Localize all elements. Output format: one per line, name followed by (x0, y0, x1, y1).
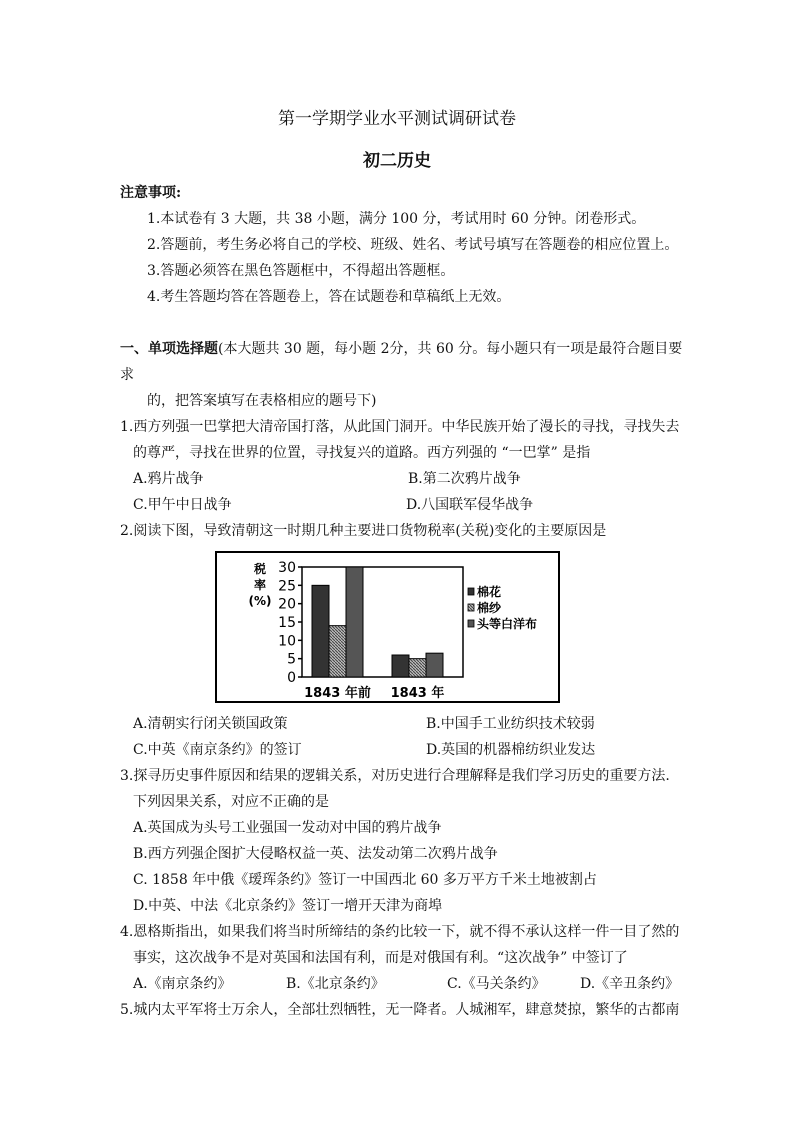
notice-item: 4.考生答题均答在答题卷上，答在试题卷和草稿纸上无效。 (147, 289, 511, 305)
question-1-option-b[interactable]: B.第二次鸦片战争 (408, 471, 521, 487)
y-tick-label: 5 (287, 651, 296, 668)
bar-3 (426, 653, 443, 677)
question-3-option-a[interactable]: A.英国成为头号工业强国一发动对中国的鸦片战争 (133, 820, 442, 836)
y-tick-label: 10 (278, 633, 296, 650)
section-desc-cont: 的，把答案填写在表格相应的题号下) (147, 393, 377, 409)
question-3-option-c[interactable]: C. 1858 年中俄《瑷珲条约》签订一中国西北 60 多万平方千米土地被割占 (133, 872, 597, 888)
question-1-stem: 的尊严，寻找在世界的位置，寻找复兴的道路。西方列强的 “一巴掌” 是指 (133, 445, 591, 461)
bar-1 (312, 585, 329, 677)
tariff-chart-svg (215, 551, 560, 703)
bar-3 (346, 567, 363, 677)
section-desc-cont: 求 (120, 367, 134, 383)
question-1-option-c[interactable]: C.甲午中日战争 (133, 497, 232, 513)
notice-item: 3.答题必须答在黑色答题框中，不得超出答题框。 (147, 263, 455, 279)
y-tick-label: 20 (278, 596, 296, 613)
legend-swatch (468, 588, 474, 595)
question-4-stem: 4.恩格斯指出，如果我们将当时所缔结的条约比较一下，就不得不承认这样一件一目了然的 (120, 924, 680, 940)
question-1-option-a[interactable]: A.鸦片战争 (133, 471, 204, 487)
x-tick-label: 1843 年 (390, 686, 445, 701)
y-tick-label: 25 (278, 578, 296, 595)
y-axis-label: (%) (248, 594, 272, 608)
bar-2 (409, 659, 426, 677)
legend-label: 头等白洋布 (477, 617, 538, 631)
page-title: 第一学期学业水平测试调研试卷 (278, 109, 516, 129)
question-4-option-d[interactable]: D.《辛丑条约》 (580, 976, 680, 992)
notice-heading: 注意事项: (120, 185, 182, 201)
section-label: 一、单项选择题 (120, 341, 218, 357)
question-3-option-b[interactable]: B.西方列强企图扩大侵略权益一英、法发动第二次鸦片战争 (133, 846, 498, 862)
legend-label: 棉花 (477, 585, 502, 599)
question-2-option-a[interactable]: A.清朝实行闭关锁国政策 (133, 716, 288, 732)
question-4-option-a[interactable]: A.《南京条约》 (133, 976, 232, 992)
section-heading (120, 340, 682, 358)
legend-swatch (468, 620, 474, 627)
question-4-option-c[interactable]: C.《马关条约》 (447, 976, 546, 992)
question-2-option-d[interactable]: D.英国的机器棉纺织业发达 (426, 742, 596, 758)
question-2-option-b[interactable]: B.中国手工业纺织技术较弱 (426, 716, 595, 732)
question-2-stem: 2.阅读下图，导致清朝这一时期几种主要进口货物税率(关税)变化的主要原因是 (120, 523, 607, 539)
y-tick-label: 15 (278, 615, 296, 631)
question-1-stem: 1.西方列强一巴掌把大清帝国打落，从此国门洞开。中华民族开始了漫长的寻找，寻找失去 (120, 419, 680, 435)
y-axis-label: 税 (253, 562, 267, 576)
question-1-option-d[interactable]: D.八国联军侵华战争 (406, 497, 534, 513)
legend-label: 棉纱 (477, 601, 502, 615)
y-tick-label: 0 (287, 670, 296, 686)
question-3-option-d[interactable]: D.中英、中法《北京条约》签订一增开天津为商埠 (133, 898, 443, 914)
legend-swatch (468, 604, 474, 611)
bar-1 (392, 655, 409, 677)
y-axis-label: 率 (253, 578, 267, 592)
section-desc: (本大题共 30 题，每小题 2分，共 60 分。每小题只有一项是最符合题目要 (218, 341, 683, 357)
notice-item: 1.本试卷有 3 大题，共 38 小题，满分 100 分，考试用时 60 分钟。闭卷形式。 (147, 211, 646, 227)
question-4-option-b[interactable]: B.《北京条约》 (286, 976, 385, 992)
y-tick-label: 30 (278, 560, 296, 576)
tariff-chart (215, 551, 560, 703)
x-tick-label: 1843 年前 (304, 686, 371, 701)
question-5-stem: 5.城内太平军将士万余人，全部壮烈牺牲，无一降者。人城湘军，肆意焚掠，繁华的古都南 (120, 1002, 680, 1018)
notice-item: 2.答题前，考生务必将自己的学校、班级、姓名、考试号填写在答题卷的相应位置上。 (147, 237, 679, 253)
question-4-stem: 事实，这次战争不是对英国和法国有利，而是对俄国有利。“这次战争” 中签订了 (133, 950, 628, 966)
question-3-stem: 3.探寻历史事件原因和结果的逻辑关系，对历史进行合理解释是我们学习历史的重要方法. (120, 768, 670, 784)
bar-2 (329, 626, 346, 677)
question-2-option-c[interactable]: C.中英《南京条约》的签订 (133, 742, 302, 758)
page-subtitle: 初二历史 (363, 151, 431, 171)
question-3-stem: 下列因果关系，对应不正确的是 (133, 794, 329, 810)
